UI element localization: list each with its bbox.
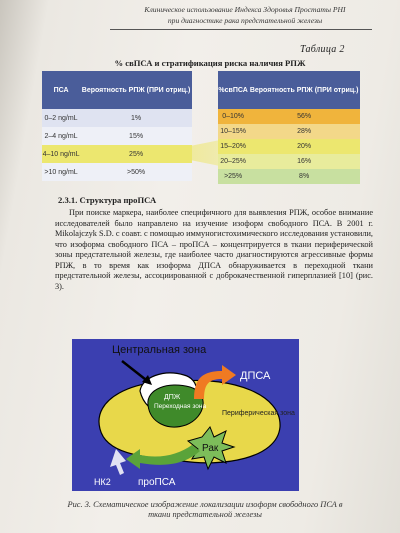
table-cell: 10–15%: [220, 128, 246, 135]
table-cell: 20%: [297, 143, 312, 150]
propsa-label: проПСА: [138, 477, 176, 488]
psa-risk-table: [42, 71, 192, 181]
transition-zone-label: Переходная зона: [154, 403, 207, 410]
prostate-zones-figure: [72, 339, 299, 491]
table-cell: 20–25%: [220, 158, 246, 165]
table-cell: 4–10 ng/mL: [42, 150, 80, 158]
section-title: 2.3.1. Структура проПСА: [58, 195, 157, 205]
table-cell: 15–20%: [220, 143, 246, 150]
hk2-arrow: [110, 449, 126, 475]
table-cell: 2–4 ng/mL: [44, 132, 78, 140]
table-cell: 8%: [299, 173, 310, 180]
table-cell: 56%: [297, 113, 312, 120]
table-row: [42, 109, 192, 127]
table-cell: 1%: [130, 114, 142, 122]
table-header-cell: %свПСА: [218, 71, 248, 109]
table-cell: 25%: [129, 150, 144, 158]
central-zone-label: Центральная зона: [112, 344, 207, 356]
table-cell: 0–2 ng/mL: [44, 114, 78, 122]
running-header-line2: при диагностике рака предстательной железы: [167, 16, 323, 25]
header-rule: [110, 29, 372, 30]
dpsa-label: ДПСА: [240, 370, 271, 382]
running-header-line1: Клиническое использование Индекса Здоровья Простаты PHI: [144, 5, 346, 14]
table-cell: 28%: [297, 128, 312, 135]
table-row: [218, 154, 360, 169]
table-header-cell: ПСА: [42, 71, 80, 109]
table-row: [42, 145, 192, 163]
prostate-diagram: [72, 339, 299, 491]
peripheral-zone-label: Периферическая зона: [222, 410, 295, 417]
cancer-label: Рак: [202, 443, 219, 454]
table-row: [42, 163, 192, 181]
table-cell: 15%: [129, 132, 144, 140]
table-caption: % свПСА и стратификация риска наличия РПЖ: [114, 58, 306, 68]
free-psa-risk-table: [218, 71, 360, 184]
table-cell: >25%: [224, 173, 243, 180]
table-cell: >50%: [127, 168, 146, 176]
table-row: [42, 127, 192, 145]
dpzh-label: ДПЖ: [164, 394, 181, 401]
table-header-cell: Вероятность РПЖ (ПРИ отриц.): [80, 71, 192, 109]
figure-caption: Рис. 3. Схематическое изображение локализации изоформ свободного ПСА в ткани предстательной железы: [67, 500, 343, 519]
table-cell: 16%: [297, 158, 312, 165]
table-header-cell: Вероятность РПЖ (ПРИ отриц.): [248, 71, 360, 109]
hk2-label: НК2: [94, 477, 111, 487]
table-cell: >10 ng/mL: [44, 168, 78, 176]
table-row: [218, 169, 360, 184]
table-cell: 0–10%: [222, 113, 245, 120]
table-row: [218, 124, 360, 139]
table-number: Таблица 2: [300, 44, 345, 55]
table-row: [218, 109, 360, 124]
body-paragraph: При поиске маркера, наиболее специфичного для выявления РПЖ, особое внимание исследователей было направлено на изучение изоформ свободного ПСА. В 2001 г. Mikolajczyk S.D. с соавт. с помощью иммуногистохимического исследования установили, что изоформа свободного ПСА – проПСА – концентрируется в ткани периферической зоны предстательной железы, где наиболее часто диагностируются агрессивные формы РПЖ, в то время как изоформа ДПСА обнаруживается в переходной ткани предстательной железы, ассоциированной с доброкачественной гиперплазией [10] (рис. 3).: [55, 208, 373, 291]
table-row: [218, 139, 360, 154]
running-header: [120, 4, 370, 26]
